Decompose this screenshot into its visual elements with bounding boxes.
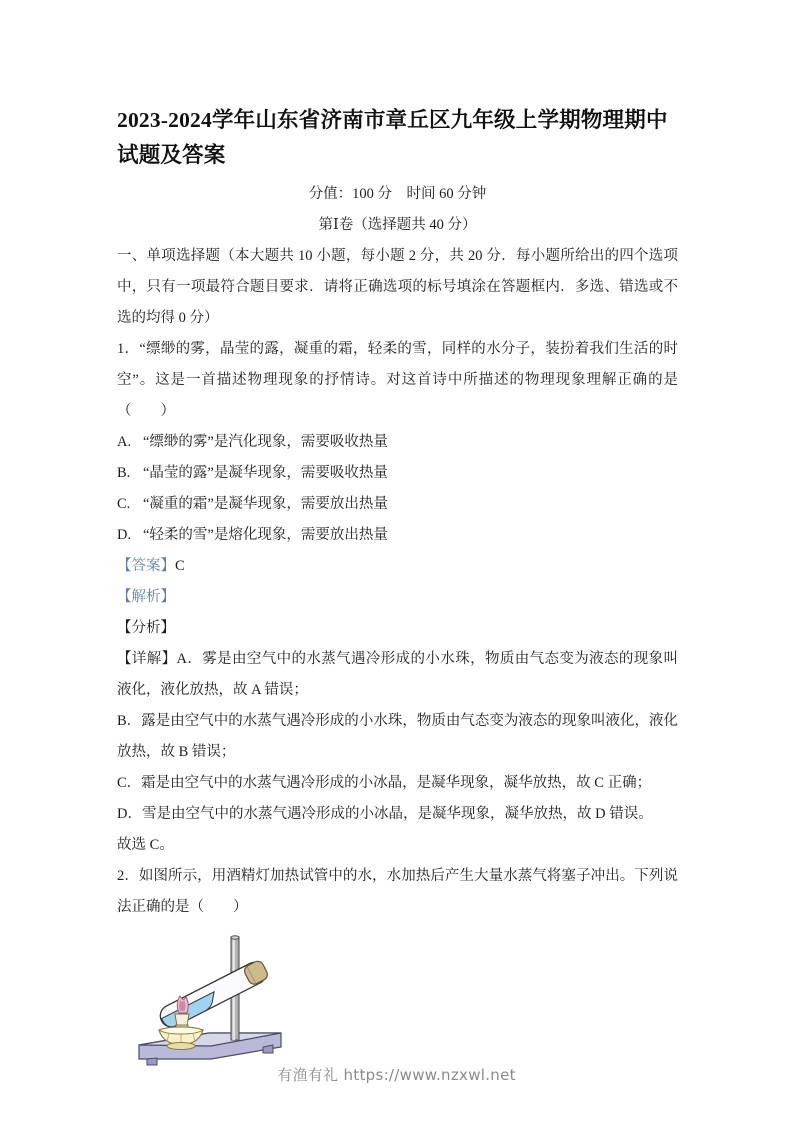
answer-tag: 【答案】 xyxy=(117,558,175,574)
option-text-d: “轻柔的雪”是熔化现象，需要放出热量 xyxy=(143,527,388,543)
section-heading: 第Ⅰ卷（选择题共 40 分） xyxy=(318,217,477,233)
question-1-conclusion: 故选 C。 xyxy=(117,837,174,853)
question-1-option-d xyxy=(117,520,678,551)
question-1-explanation-c: C．霜是由空气中的水蒸气遇冷形成的小冰晶，是凝华现象，凝华放热，故 C 正确； xyxy=(117,775,652,791)
score-time-line: 分值：100 分 时间 60 分钟 xyxy=(308,186,487,202)
option-label-d: D. xyxy=(117,527,132,543)
question-2-figure xyxy=(117,929,678,1074)
option-label-b: B. xyxy=(117,465,131,481)
footer-brand: 有渔有礼 xyxy=(277,1066,339,1084)
fenxi-tag: 【分析】 xyxy=(117,620,175,636)
question-1-explanation-b: B．露是由空气中的水蒸气遇冷形成的小水珠，物质由气态变为液态的现象叫液化，液化放热，故 B 错误； xyxy=(117,713,678,760)
question-1-fenxi-tag-line xyxy=(117,613,678,644)
option-text-b: “晶莹的露”是凝华现象，需要吸收热量 xyxy=(143,465,388,481)
option-text-a: “缥缈的雾”是汽化现象，需要吸收热量 xyxy=(143,434,388,450)
alcohol-lamp-heating-test-tube-diagram xyxy=(121,929,321,1069)
answer-value: C xyxy=(175,558,185,574)
document-content xyxy=(117,103,678,1074)
question-1-analysis-tag-line xyxy=(117,582,678,613)
section-instructions: 一、单项选择题（本大题共 10 小题，每小题 2 分，共 20 分．每小题所给出的四个选项中，只有一项最符合题目要求．请将正确选项的标号填涂在答题框内．多选、错选或不选的均得 0 分） xyxy=(117,248,678,326)
question-1-option-c xyxy=(117,489,678,520)
question-1-stem: 1．“缥缈的雾，晶莹的露，凝重的霜，轻柔的雪，同样的水分子，装扮着我们生活的时空”。这是一首描述物理现象的抒情诗。对这首诗中所描述的物理现象理解正确的是（ ） xyxy=(117,341,678,419)
question-1-explanation-a: 【详解】A．雾是由空气中的水蒸气遇冷形成的小水珠，物质由气态变为液态的现象叫液化，液化放热，故 A 错误； xyxy=(117,651,678,698)
question-2-stem: 2．如图所示，用酒精灯加热试管中的水，水加热后产生大量水蒸气将塞子冲出。下列说法正确的是（ ） xyxy=(117,868,678,915)
question-1-option-b xyxy=(117,458,678,489)
analysis-tag: 【解析】 xyxy=(117,589,175,605)
question-1-explanation-d: D．雪是由空气中的水蒸气遇冷形成的小冰晶，是凝华现象，凝华放热，故 D 错误。 xyxy=(117,806,653,822)
question-1-answer-line xyxy=(117,551,678,582)
footer-url: https://www.nzxwl.net xyxy=(343,1066,516,1084)
option-label-c: C. xyxy=(117,496,131,512)
option-label-a: A. xyxy=(117,434,132,450)
question-1-option-a xyxy=(117,427,678,458)
page-title: 2023-2024学年山东省济南市章丘区九年级上学期物理期中试题及答案 xyxy=(117,108,668,167)
footer-watermark xyxy=(0,1064,793,1085)
option-text-c: “凝重的霜”是凝华现象，需要放出热量 xyxy=(143,496,388,512)
